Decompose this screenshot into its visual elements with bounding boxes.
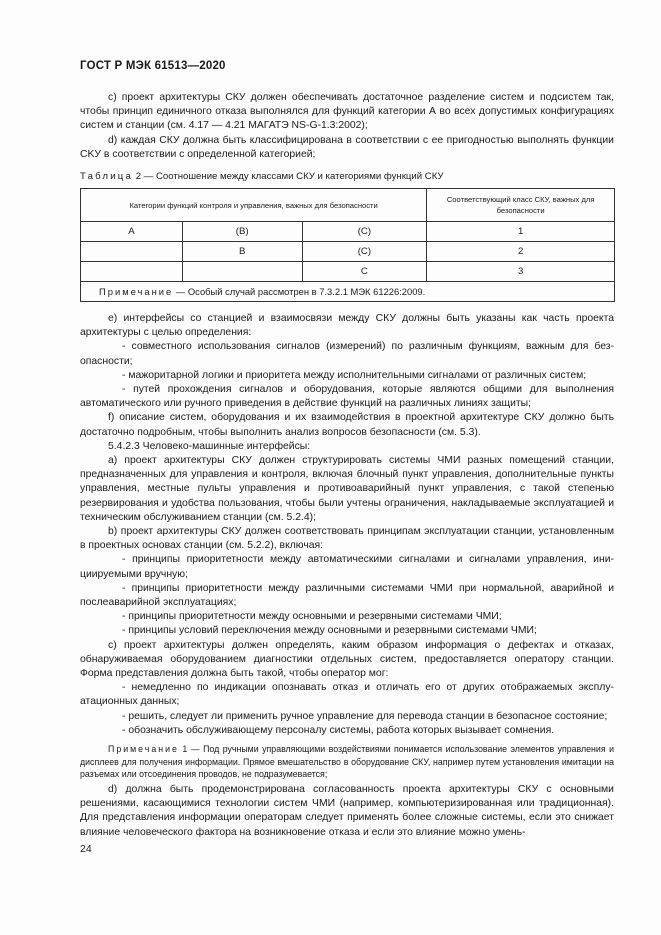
page-number: 24 <box>80 843 92 855</box>
table-cell: (C) <box>302 222 427 242</box>
item-f: f) описание систем, оборудования и их взаимодействия в проектной архитектуре СКУ должно быть достаточно подробным, чтобы выполнить анализ вопросов безопасности (см. 5.3). <box>80 412 614 438</box>
table-cell <box>81 262 183 282</box>
item-d: d) каждая СКУ должна быть классифицирована в соответствии с ее пригодностью выполнять функции CKУ в соответствии с определенной категорией; <box>80 134 614 160</box>
item-e-bullet: - мажоритарной логики и приоритета между исполнительными сигналами от различных систем; <box>122 369 587 381</box>
item-b-bullet: - принципы условий переключения между основными и резервными системами ЧМИ; <box>122 625 537 637</box>
table-head-class: Соответствующий класс СКУ, важных для безопасности <box>427 189 615 222</box>
table-note-row <box>81 282 615 302</box>
item-b-bullet: - принципы приоритетности между основными и резервными системами ЧМИ; <box>122 611 502 623</box>
table-cell: A <box>81 222 183 242</box>
table-cell <box>182 262 302 282</box>
table-note-lead: Примечание <box>99 286 174 297</box>
table-cell: (C) <box>302 242 427 262</box>
note-1-lead: Примечание <box>108 744 179 754</box>
table-head-categories: Категории функций контроля и управления, важных для безопасности <box>81 189 427 222</box>
item-c2: c) проект архитектуры должен определять, каким образом информация о дефектах и отказах, обнаруживаемая оборудованием диагностики отдельных систем, предоставляется оператору станции. Форма представления должна быть такой, чтобы оператор мог: <box>80 639 614 680</box>
item-d2: d) должна быть продемонстрирована согласованность проекта архитектуры СКУ с основными решениями, касающимися технологии систем ЧМИ (например, компьютеризированная или традиционная). Для представления информации операторам следует применять более сложные системы, если это снижает влияние человеческого фактора на возникновение отказа и если это влияние можно умень- <box>80 784 614 838</box>
table-head-row <box>81 189 615 222</box>
note-1-text: 1 — Под ручными управляющими воздействиями понимается использование элементов управления и дисплеев для получения информации. Прямое вмешательство в оборудование СКУ, например путем установления имитации на разъемах или отсоединения проводов, не подразумевается; <box>80 744 614 779</box>
table-cell <box>81 242 183 262</box>
document-header: ГОСТ Р МЭК 61513—2020 <box>80 60 226 72</box>
table-cell: B <box>182 242 302 262</box>
section-heading: 5.4.2.3 Человеко-машинные интерфейсы: <box>108 440 311 452</box>
table-caption-text: 2 — Соотношение между классами СКУ и категориями функций СКУ <box>135 171 444 182</box>
item-c-bullet: - решить, следует ли применить ручное управление для перевода станции в безопасное состояние; <box>122 710 608 722</box>
item-e: e) интерфейсы со станцией и взаимосвязи между СКУ должны быть указаны как часть проекта архитектуры с целью определения: <box>80 313 614 339</box>
item-c: c) проект архитектуры СКУ должен обеспечивать достаточное разделение систем и подсистем так, чтобы принцип единичного отказа выполнялся для функций категории А во всех допустимых конфигурациях систем и станции (см. 4.17 — 4.21 МАГАТЭ NS-G-1.3:2002); <box>80 92 614 132</box>
item-c-bullet: - обозначить обслуживающему персоналу системы, работа которых вызывает сомнения. <box>122 724 555 736</box>
tail-block <box>80 783 614 840</box>
table-note-text: — Особый случай рассмотрен в 7.3.2.1 МЭК 61226:2009. <box>175 286 426 297</box>
table-note <box>81 282 615 302</box>
table-row <box>81 262 615 282</box>
table-row <box>81 242 615 262</box>
table-cell: 3 <box>427 262 615 282</box>
category-class-table <box>80 188 615 302</box>
table-caption <box>80 171 444 182</box>
table-caption-lead: Таблица <box>80 171 134 182</box>
table-cell: (B) <box>182 222 302 242</box>
item-b-bullet: - принципы приоритетности между автоматическими сигналами и сигналами управления, инициируемыми вручную; <box>80 554 614 580</box>
intro-block <box>80 91 614 162</box>
item-b: b) проект архитектуры СКУ должен соответствовать принципам эксплуатации станции, установленным в проектных основах станции (см. 5.2.2), включая: <box>80 526 614 552</box>
item-a: a) проект архитектуры СКУ должен структурировать системы ЧМИ разных помещений станции, предназначенных для управления и контроля, включая блочный пункт управления, дополнительные пункты управления, местные пульты управления и противоаварийный пункт управления, с такой степенью резервирования и удобства пользования, чтобы были учтены ограничения, накладываемые эксплуатацией и техническим обслуживанием станции (см. 5.2.4); <box>80 455 614 523</box>
table-cell: C <box>302 262 427 282</box>
item-e-bullet: - совместного использования сигналов (измерений) по различным функциям, важным для безопасности; <box>80 341 614 367</box>
item-c-bullet: - немедленно по индикации опознавать отказ и отличать его от других отображаемых эксплуатационных данных; <box>80 682 614 708</box>
table-cell: 1 <box>427 222 615 242</box>
table-cell: 2 <box>427 242 615 262</box>
item-e-bullet: - путей прохождения сигналов и оборудования, которые являются общими для выполнения автоматического или ручного приведения в действие функций на различных линиях защиты; <box>80 384 614 410</box>
main-body <box>80 312 614 738</box>
item-b-bullet: - принципы приоритетности между различными системами ЧМИ при нормальной, аварийной и послеаварийной эксплуатациях; <box>80 582 614 609</box>
table-row <box>81 222 615 242</box>
note-1 <box>80 743 614 781</box>
